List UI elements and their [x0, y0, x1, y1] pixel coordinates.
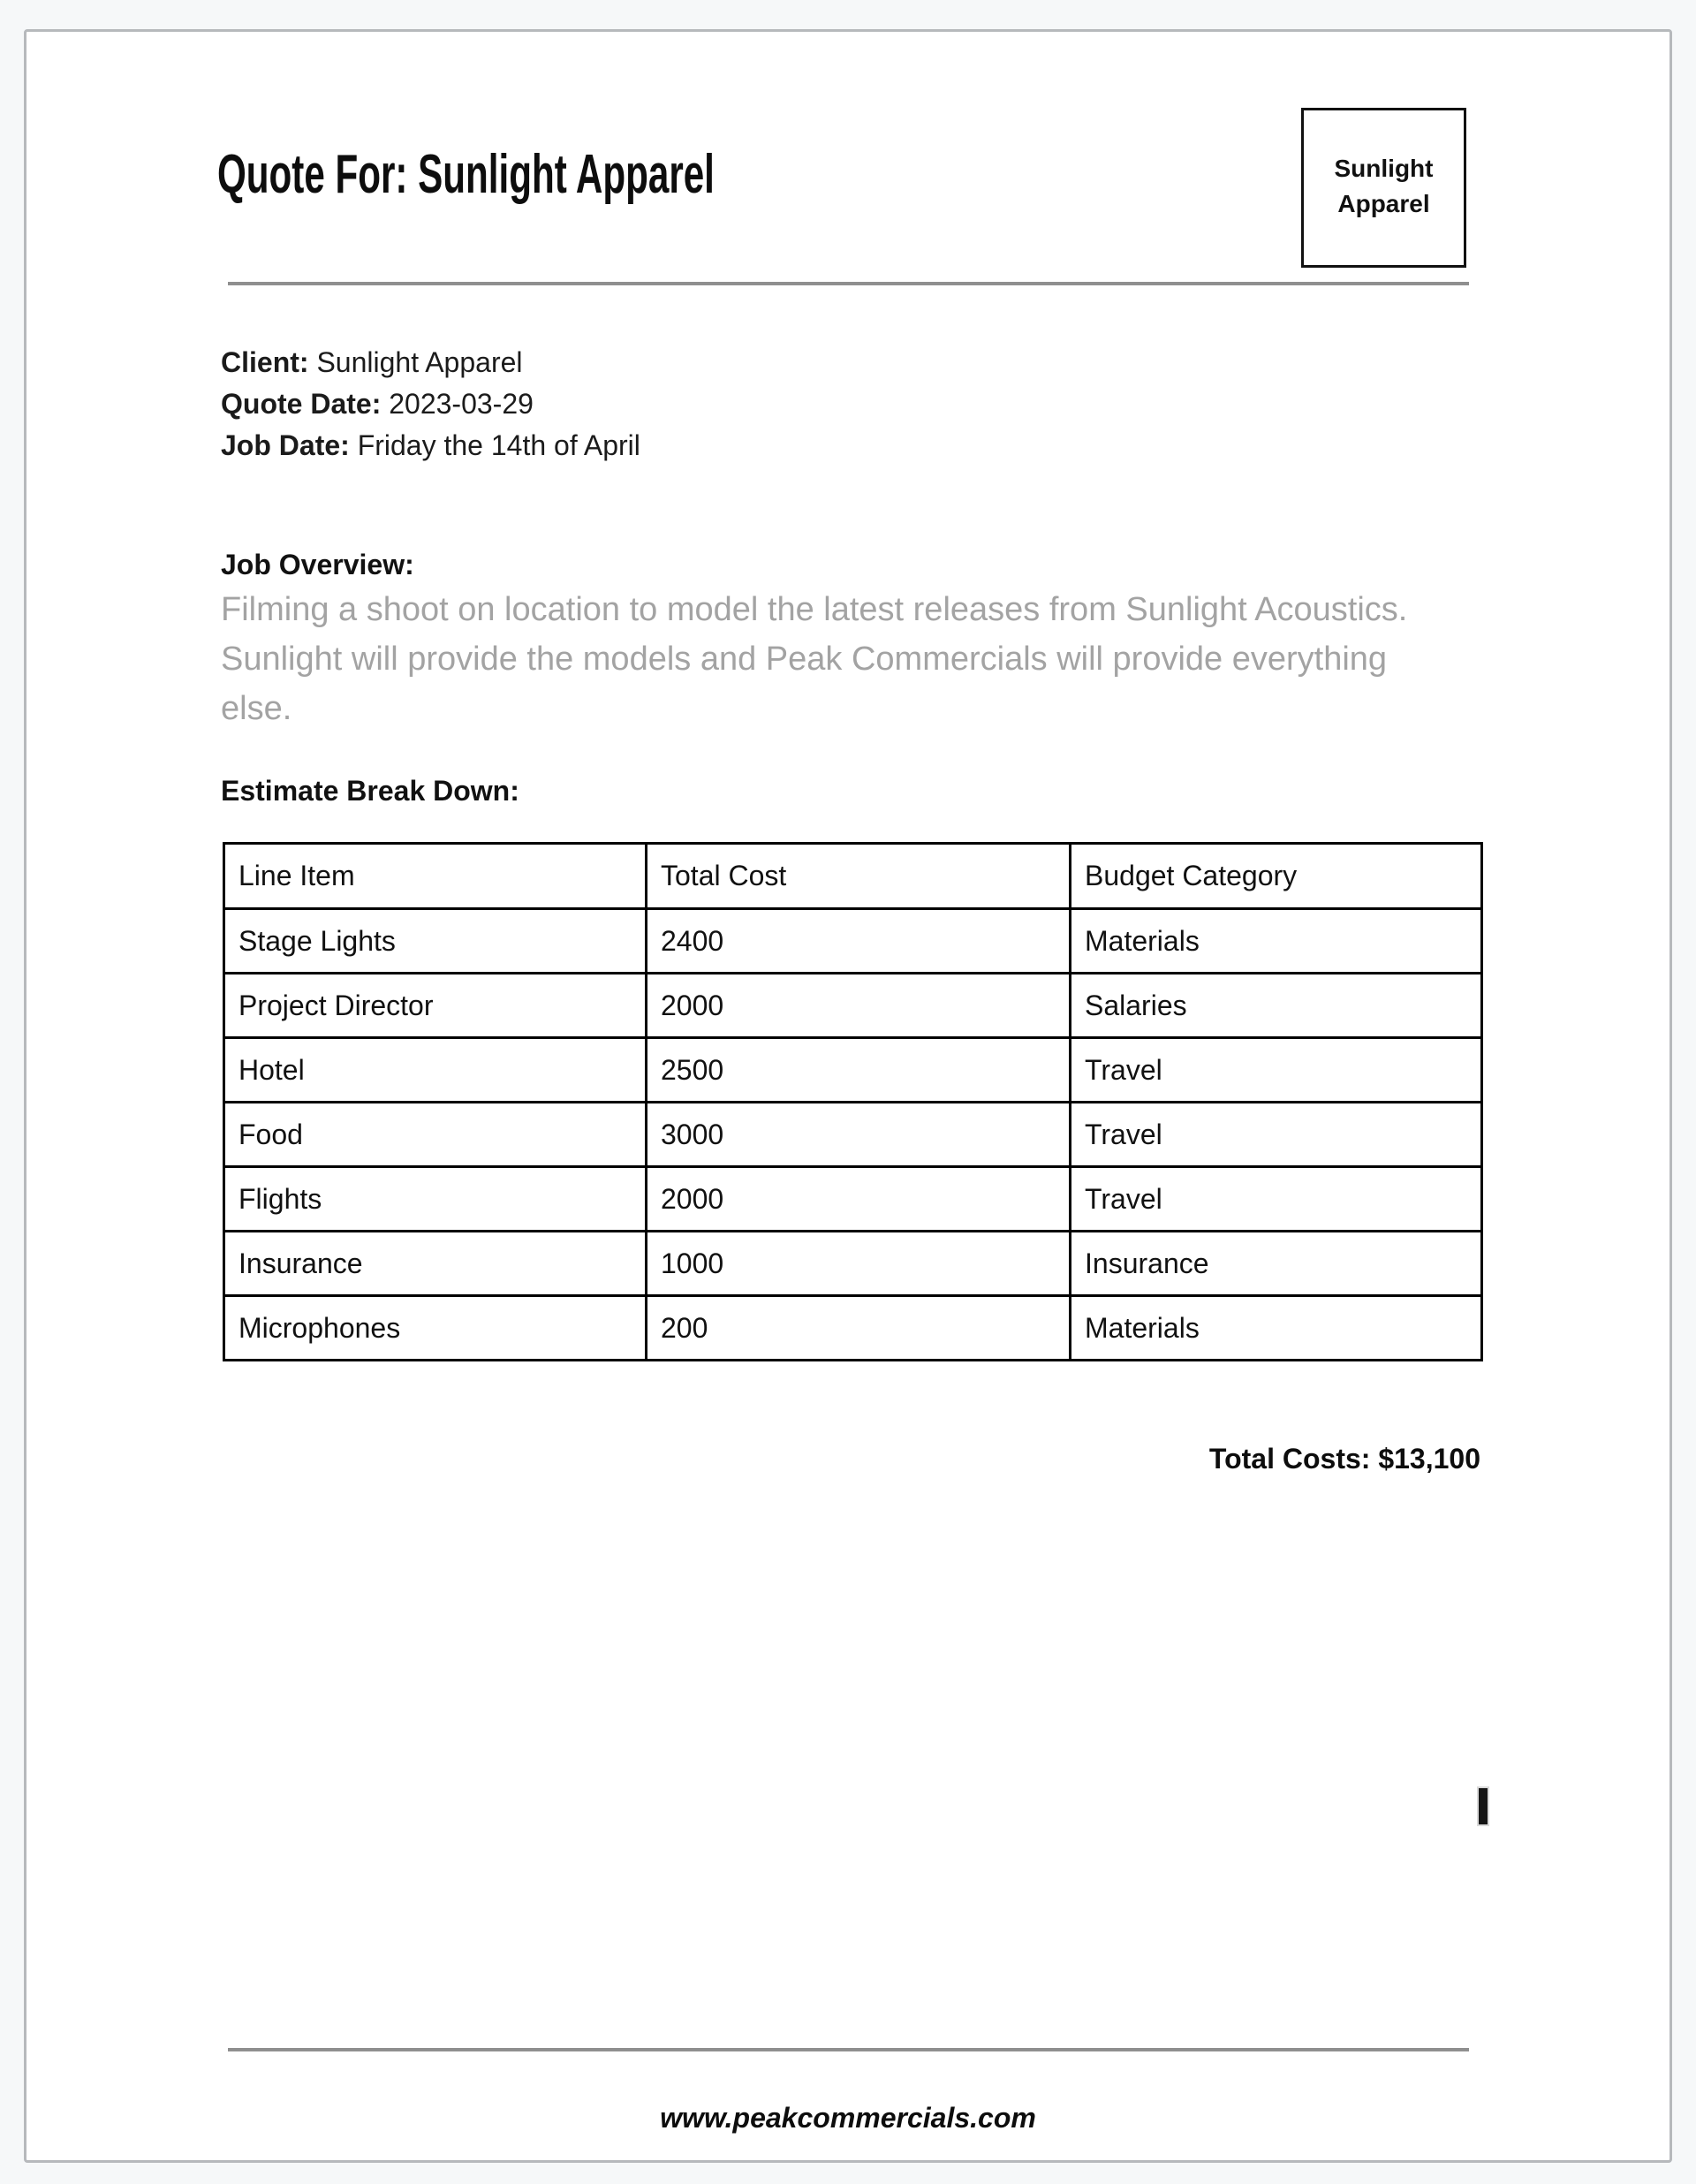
table-row — [224, 974, 1482, 1038]
meta-client-value: Sunlight Apparel — [316, 346, 523, 378]
table-cell: 2000 — [647, 1167, 1071, 1232]
table-row — [224, 1038, 1482, 1103]
client-logo-line2: Apparel — [1337, 190, 1430, 217]
meta-quote-date-value: 2023-03-29 — [389, 388, 534, 420]
table-header-cell: Line Item — [224, 844, 647, 909]
quote-page — [24, 29, 1672, 2163]
table-cell: Insurance — [224, 1232, 647, 1296]
quote-meta — [221, 342, 640, 466]
meta-client — [221, 342, 640, 383]
table-row — [224, 1232, 1482, 1296]
client-logo-line1: Sunlight — [1334, 155, 1434, 182]
total-costs: Total Costs: $13,100 — [1208, 1443, 1480, 1475]
table-cell: Hotel — [224, 1038, 647, 1103]
table-cell: Materials — [1071, 1296, 1482, 1361]
text-cursor[interactable] — [1479, 1788, 1488, 1824]
meta-quote-date — [221, 383, 640, 425]
estimate-table-body — [224, 909, 1482, 1361]
table-header-row — [224, 844, 1482, 909]
table-cell: Project Director — [224, 974, 647, 1038]
table-cell: Salaries — [1071, 974, 1482, 1038]
meta-quote-date-label: Quote Date: — [221, 388, 382, 420]
header-divider — [228, 282, 1469, 285]
table-cell: 200 — [647, 1296, 1071, 1361]
meta-job-date-label: Job Date: — [221, 429, 350, 461]
page-title: Quote For: Sunlight Apparel — [217, 144, 715, 205]
table-cell: 1000 — [647, 1232, 1071, 1296]
table-cell: Travel — [1071, 1038, 1482, 1103]
table-cell: Insurance — [1071, 1232, 1482, 1296]
job-overview-body: Filming a shoot on location to model the latest releases from Sunlight Acoustics. Sunlight will provide the models and Peak Commercials will provide everything else. — [221, 591, 1408, 727]
estimate-table — [223, 842, 1483, 1361]
meta-job-date — [221, 425, 640, 466]
client-logo — [1301, 108, 1466, 268]
table-row — [224, 1296, 1482, 1361]
footer-website: www.peakcommercials.com — [660, 2102, 1036, 2134]
table-cell: 2500 — [647, 1038, 1071, 1103]
estimate-table-head — [224, 844, 1482, 909]
table-cell: Flights — [224, 1167, 647, 1232]
table-row — [224, 909, 1482, 974]
meta-job-date-value: Friday the 14th of April — [357, 429, 640, 461]
table-cell: Travel — [1071, 1103, 1482, 1167]
table-header-cell: Total Cost — [647, 844, 1071, 909]
table-cell: Microphones — [224, 1296, 647, 1361]
table-cell: Travel — [1071, 1167, 1482, 1232]
table-header-cell: Budget Category — [1071, 844, 1482, 909]
table-cell: 2400 — [647, 909, 1071, 974]
table-cell: Food — [224, 1103, 647, 1167]
table-cell: 3000 — [647, 1103, 1071, 1167]
meta-client-label: Client: — [221, 346, 309, 378]
table-row — [224, 1103, 1482, 1167]
job-overview-heading: Job Overview: — [221, 549, 414, 580]
footer-divider — [228, 2048, 1469, 2051]
table-row — [224, 1167, 1482, 1232]
table-cell: Materials — [1071, 909, 1482, 974]
table-cell: Stage Lights — [224, 909, 647, 974]
estimate-heading: Estimate Break Down: — [221, 775, 519, 807]
table-cell: 2000 — [647, 974, 1071, 1038]
